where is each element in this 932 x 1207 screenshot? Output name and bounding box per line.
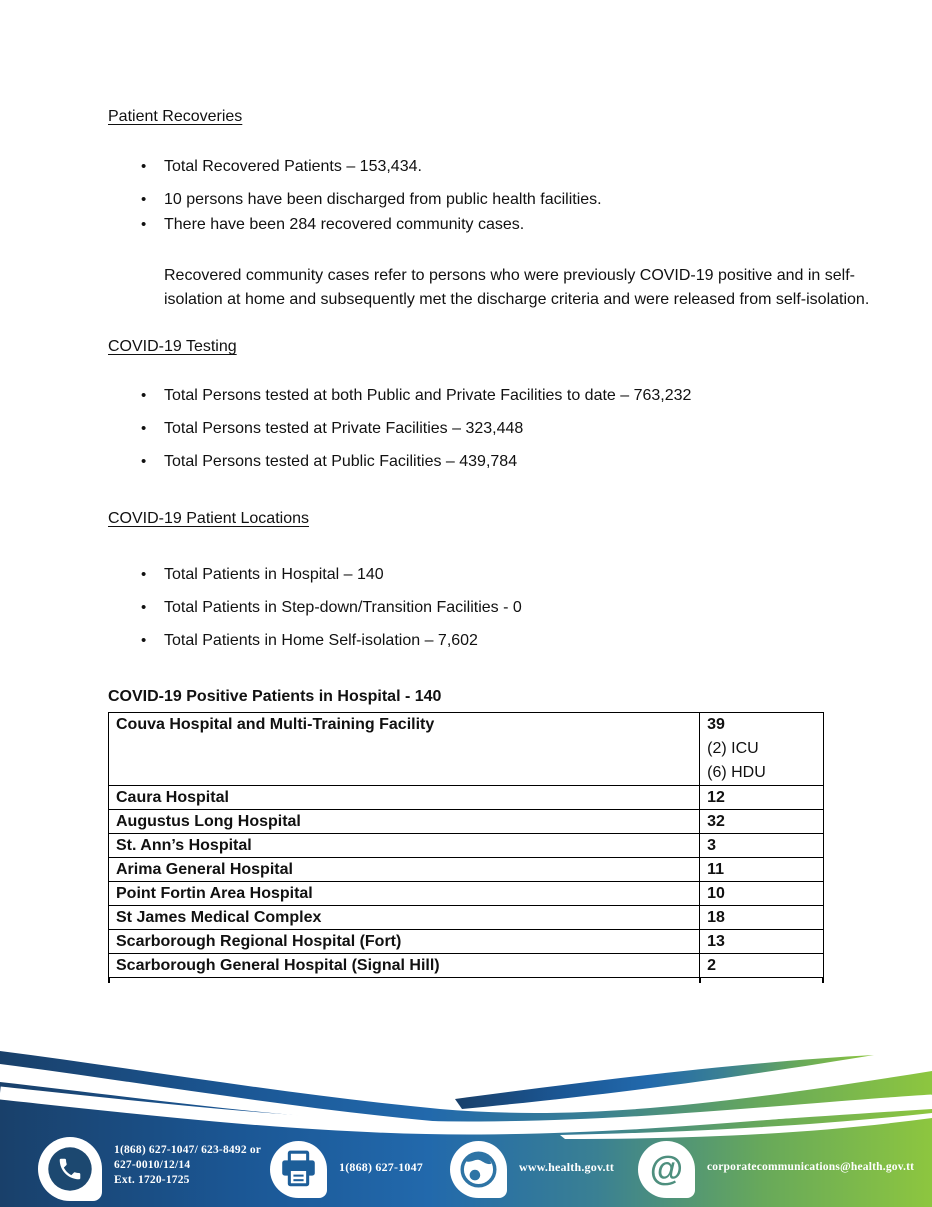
bullet-item [108, 215, 824, 235]
bullet-icon: • [141, 191, 147, 208]
covid-testing-list [108, 386, 824, 472]
table-continuation-stub [108, 978, 824, 984]
facility-cell: St James Medical Complex [109, 906, 700, 930]
fax-number: 1(868) 627-1047 [339, 1160, 423, 1174]
bullet-item [108, 452, 824, 472]
facility-cell: Scarborough Regional Hospital (Fort) [109, 930, 700, 954]
count-cell [700, 713, 824, 786]
bullet-item [108, 419, 824, 439]
section-heading-patient-locations: COVID-19 Patient Locations [108, 510, 309, 527]
section-heading-patient-recoveries: Patient Recoveries [108, 108, 243, 125]
bullet-item [108, 565, 824, 585]
bullet-text: Total Patients in Step-down/Transition Facilities - 0 [164, 599, 522, 616]
bullet-icon: • [141, 216, 147, 233]
phone-numbers: 1(868) 627-1047/ 623-8492 or 627-0010/12/14 Ext. 1720-1725 [114, 1144, 262, 1186]
bullet-icon: • [141, 420, 147, 437]
count-detail: (6) HDU [707, 764, 766, 781]
count-cell: 2 [700, 954, 824, 978]
count-cell: 13 [700, 930, 824, 954]
bullet-text: There have been 284 recovered community cases. [164, 216, 525, 233]
facility-cell: Augustus Long Hospital [109, 810, 700, 834]
table-row [109, 930, 824, 954]
table-row [109, 858, 824, 882]
count-detail: (2) ICU [707, 740, 759, 757]
table-title: COVID-19 Positive Patients in Hospital - 140 [108, 688, 442, 705]
bullet-text: Total Persons tested at Private Facilities – 323,448 [164, 420, 524, 437]
table-row [109, 810, 824, 834]
bullet-item [108, 157, 824, 177]
fax-icon [270, 1141, 327, 1198]
bullet-icon: • [141, 599, 147, 616]
facility-cell: Point Fortin Area Hospital [109, 882, 700, 906]
facility-cell: St. Ann’s Hospital [109, 834, 700, 858]
section-heading-covid-testing: COVID-19 Testing [108, 338, 237, 355]
document-body [108, 107, 870, 984]
contact-phone [38, 1137, 261, 1201]
contact-email [638, 1141, 914, 1198]
note-paragraph: Recovered community cases refer to persons who were previously COVID-19 positive and in self-isolation at home and subsequently met the discharge criteria and were released from self-isolation. [164, 267, 870, 308]
bullet-icon: • [141, 453, 147, 470]
facility-cell: Caura Hospital [109, 786, 700, 810]
email-link[interactable]: corporatecommunications@health.gov.tt [707, 1161, 915, 1173]
facility-cell: Scarborough General Hospital (Signal Hill) [109, 954, 700, 978]
contact-fax [270, 1141, 423, 1198]
bullet-icon: • [141, 387, 147, 404]
patient-locations-list [108, 565, 824, 651]
footer-wave-banner [0, 1037, 932, 1207]
bullet-text: Total Patients in Home Self-isolation – 7,602 [164, 632, 478, 649]
globe-icon [450, 1141, 507, 1198]
bullet-text: 10 persons have been discharged from public health facilities. [164, 191, 602, 208]
hospital-table [108, 712, 824, 978]
bullet-icon: • [141, 566, 147, 583]
bullet-item [108, 386, 824, 406]
count-value: 39 [707, 716, 725, 733]
count-cell: 18 [700, 906, 824, 930]
bullet-item [108, 631, 824, 651]
bullet-text: Total Patients in Hospital – 140 [164, 566, 384, 583]
facility-cell: Arima General Hospital [109, 858, 700, 882]
patient-recoveries-list [108, 157, 824, 235]
table-row [109, 713, 824, 786]
count-cell: 11 [700, 858, 824, 882]
count-cell: 10 [700, 882, 824, 906]
contact-website [450, 1141, 614, 1198]
table-row [109, 906, 824, 930]
facility-cell: Couva Hospital and Multi-Training Facility [109, 713, 700, 786]
bullet-text: Total Recovered Patients – 153,434. [164, 158, 422, 175]
count-cell: 3 [700, 834, 824, 858]
bullet-icon: • [141, 632, 147, 649]
table-row [109, 882, 824, 906]
website-link[interactable]: www.health.gov.tt [519, 1160, 615, 1174]
bullet-text: Total Persons tested at Public Facilities – 439,784 [164, 453, 518, 470]
table-row [109, 954, 824, 978]
email-icon: @ [638, 1141, 695, 1198]
table-row [109, 786, 824, 810]
phone-icon [38, 1137, 102, 1201]
count-cell: 12 [700, 786, 824, 810]
bullet-item [108, 190, 824, 210]
bullet-text: Total Persons tested at both Public and Private Facilities to date – 763,232 [164, 387, 692, 404]
count-cell: 32 [700, 810, 824, 834]
table-row [109, 834, 824, 858]
bullet-item [108, 598, 824, 618]
bullet-icon: • [141, 158, 147, 175]
